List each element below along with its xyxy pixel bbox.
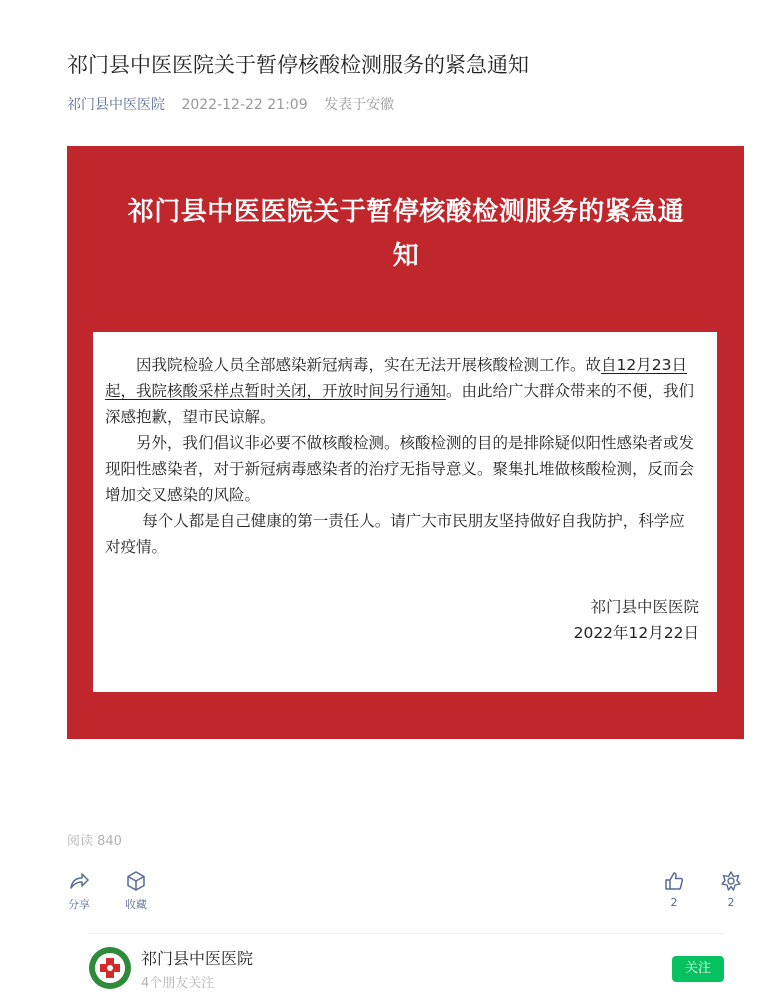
author-link[interactable]: 祁门县中医医院 [67,97,165,113]
account-name[interactable]: 祁门县中医医院 [141,949,254,968]
notice-paragraph-3: 每个人都是自己健康的第一责任人。请广大市民朋友坚持做好自我防护，科学应对疫情。 [105,512,685,556]
banner-title-line2: 知 [392,241,420,271]
wow-button[interactable] [709,870,753,909]
thumbs-up-icon [663,870,685,892]
share-button[interactable] [57,870,101,912]
notice-banner [67,146,744,739]
read-count: 阅读 840 [67,834,122,849]
hospital-logo[interactable] [88,946,132,990]
notice-p1-start: 因我院检验人员全部感染新冠病毒，实在无法开展核酸检测工作。故 [136,356,602,374]
like-count: 2 [670,896,678,909]
notice-p1-end: 。由此给广大群众带来的不便，我们深感抱歉，望市民谅解。 [105,382,695,426]
cube-icon [125,870,147,892]
share-icon [68,870,90,892]
notice-signature-block [574,594,699,646]
article-meta [67,94,394,114]
divider [88,933,724,934]
notice-card [93,332,717,692]
banner-title [89,190,723,278]
follow-button[interactable]: 关注 [672,956,724,982]
notice-paragraph-1 [105,352,699,430]
publish-time: 2022-12-22 21:09 [181,97,308,113]
account-followers: 4个朋友关注 [141,976,215,991]
sparkle-icon [720,870,742,892]
collect-label: 收藏 [125,898,147,911]
notice-paragraph-2: 另外，我们倡议非必要不做核酸检测。核酸检测的目的是排除疑似阳性感染者或发现阳性感染者，对于新冠病毒感染者的治疗无指导意义。聚集扎堆做核酸检测，反而会增加交叉感染的风险。 [105,434,695,504]
banner-title-line1: 祁门县中医医院关于暂停核酸检测服务的紧急通 [127,197,685,227]
share-label: 分享 [68,898,90,911]
notice-date: 2022年12月22日 [573,624,699,642]
publish-location: 发表于安徽 [324,97,395,113]
notice-p1-underlined: 自12月23日起，我院核酸采样点暂时关闭，开放时间另行通知 [105,356,687,400]
wow-count: 2 [727,896,735,909]
like-button[interactable] [652,870,696,909]
notice-signature: 祁门县中医医院 [590,598,699,616]
article-title: 祁门县中医医院关于暂停核酸检测服务的紧急通知 [67,53,529,77]
collect-button[interactable] [114,870,158,912]
